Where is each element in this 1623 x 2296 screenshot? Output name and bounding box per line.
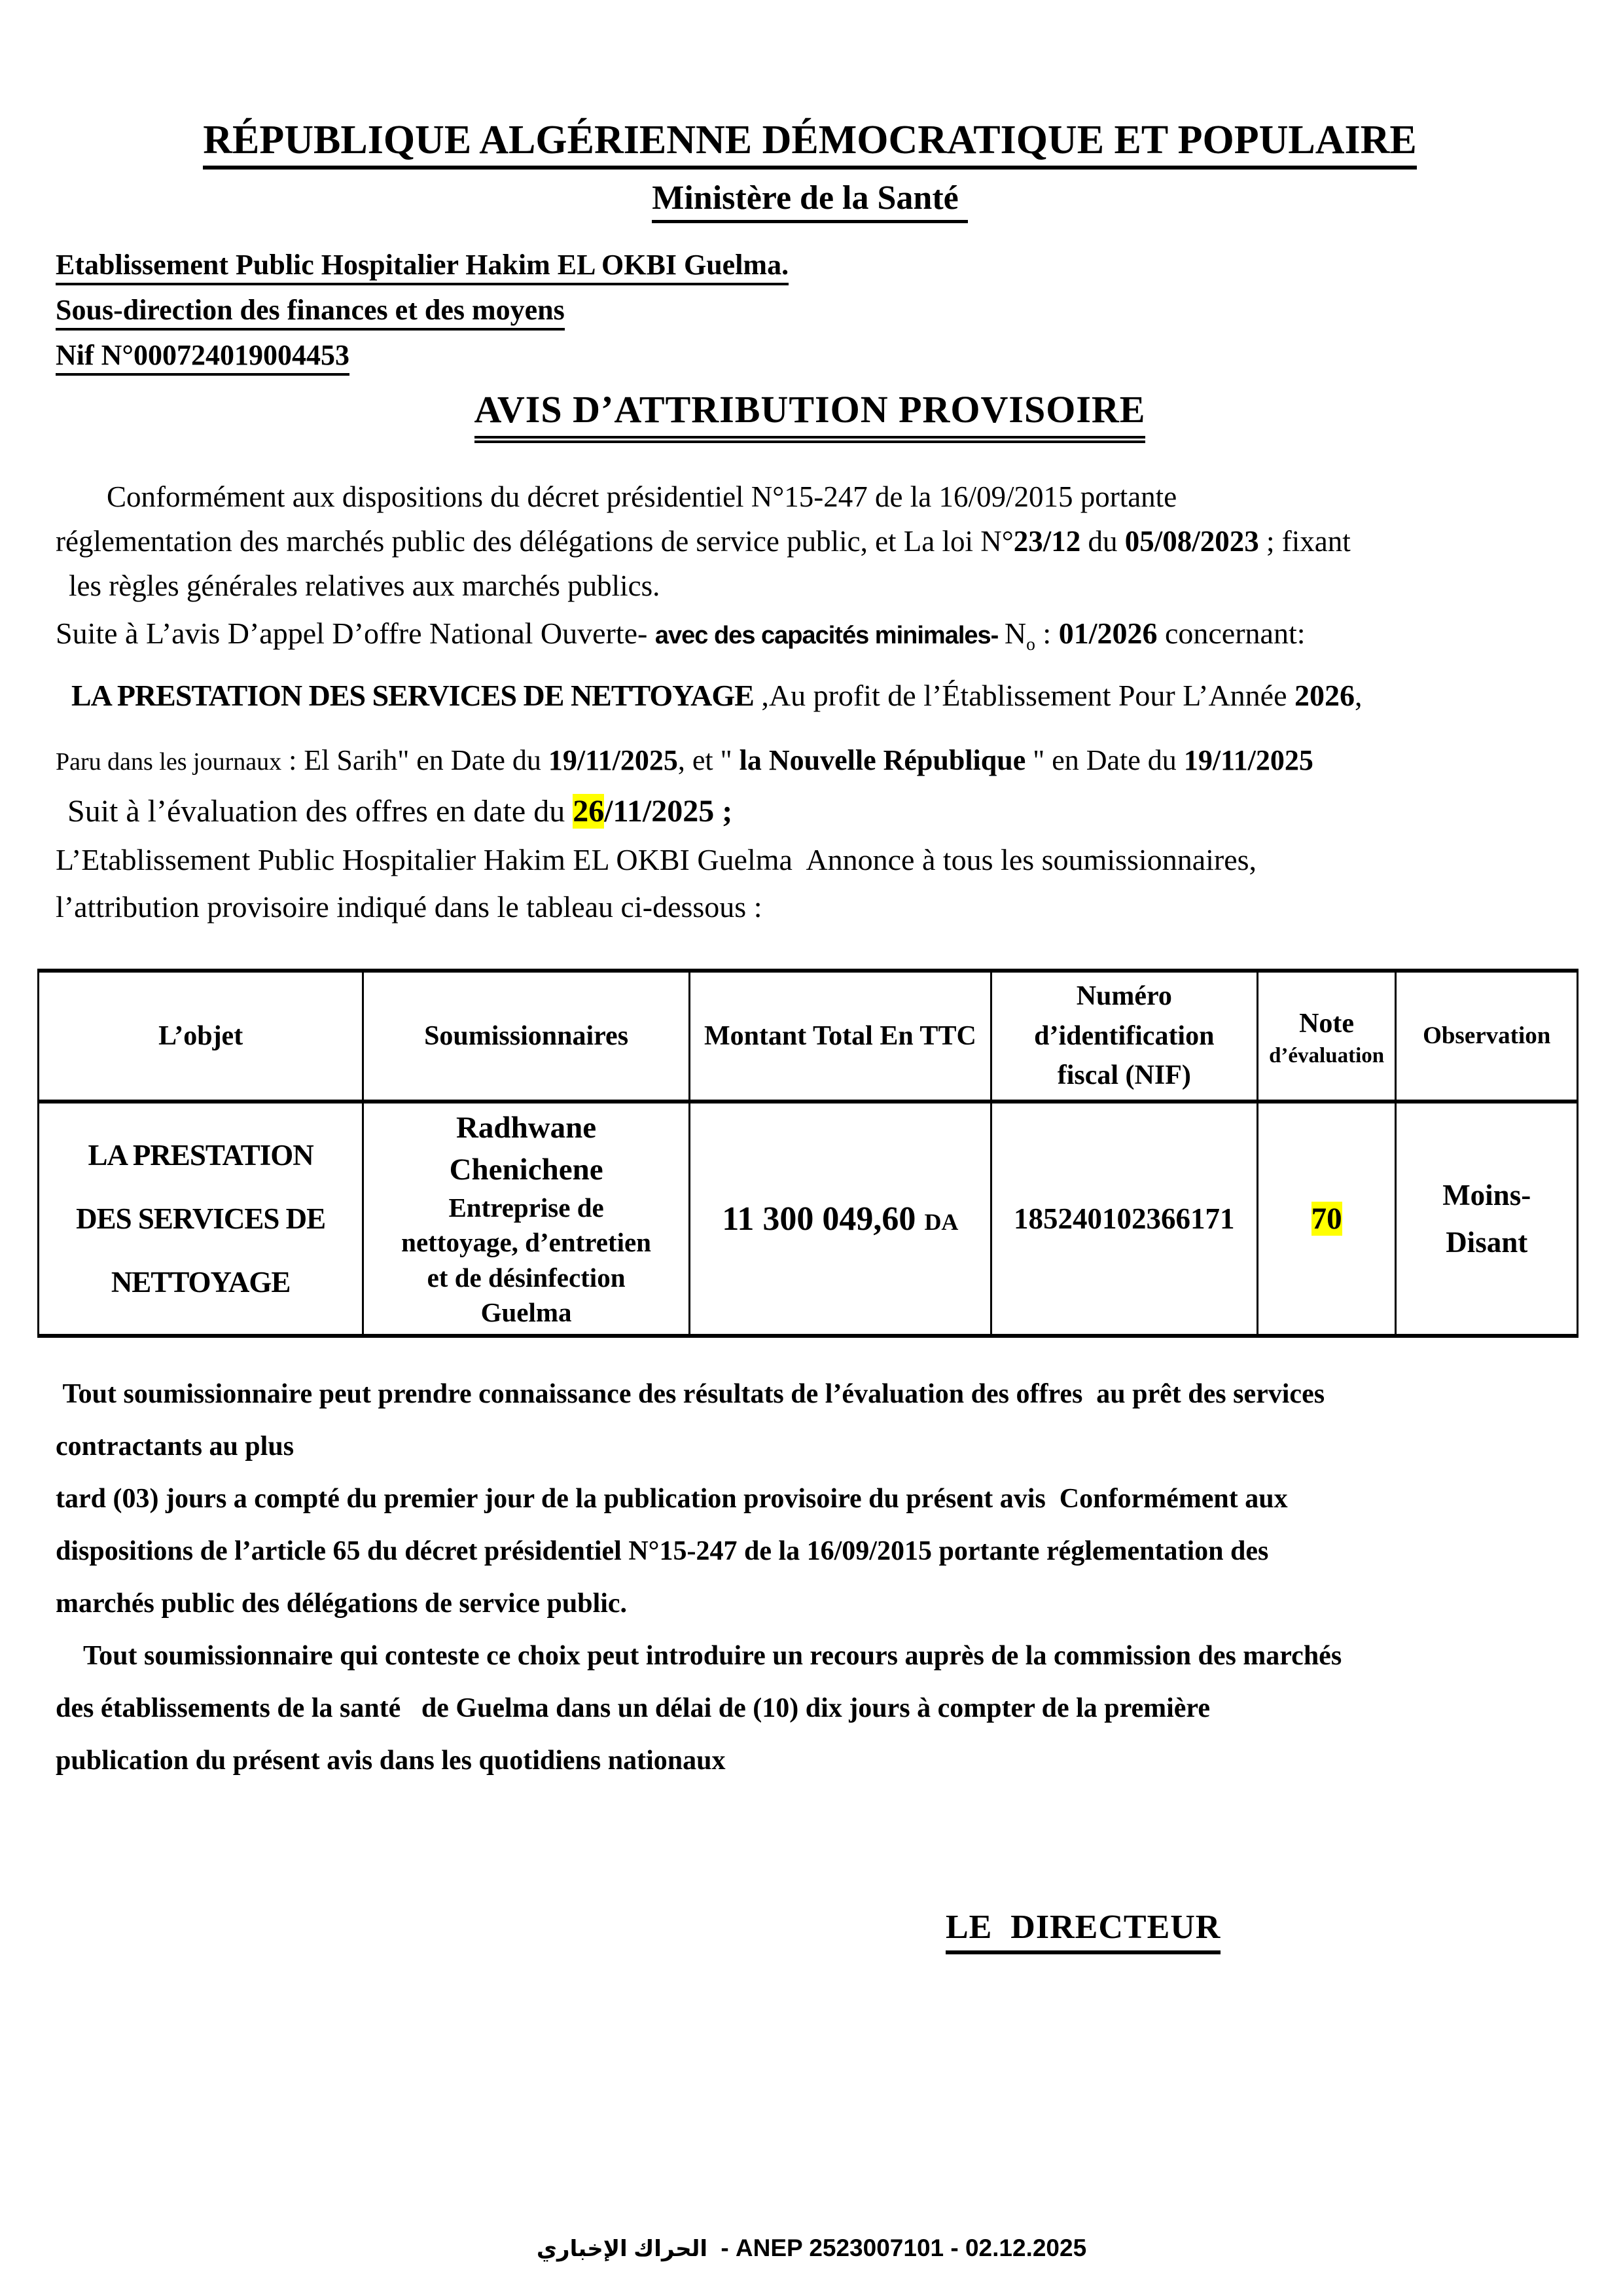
closing-paragraphs <box>56 1368 1564 1787</box>
header-note-line-2: d’évaluation <box>1269 1043 1385 1067</box>
soumissionnaire-name-2: Chenichene <box>449 1152 603 1187</box>
montant-currency: DA <box>924 1208 959 1235</box>
suite-line <box>56 608 1564 670</box>
signature-block <box>56 1908 1564 1954</box>
intro-line-2-text: réglementation des marchés public des délégations de service public, et La loi N° <box>56 525 1014 558</box>
table-header-soumissionnaires <box>363 971 690 1102</box>
footer-anep-reference: - ANEP 2523007101 - 02.12.2025 <box>721 2234 1087 2261</box>
notice-title-text: AVIS D’ATTRIBUTION PROVISOIRE <box>474 387 1146 443</box>
table-header-montant <box>689 971 991 1102</box>
evaluation-day-highlighted: 26 <box>573 793 605 829</box>
closing-p2-line-2: dispositions de l’article 65 du décret présidentiel N°15-247 de la 16/09/2015 portante réglementation des <box>56 1536 1269 1567</box>
paru-date-2: 19/11/2025 <box>1183 744 1313 776</box>
closing-p3-line-1: Tout soumissionnaire qui conteste ce choix peut introduire un recours auprès de la commission des marchés <box>56 1641 1342 1672</box>
loi-date: 05/08/2023 <box>1124 525 1259 558</box>
object-mid-text: ,Au profit de l’Établissement Pour L’Année <box>753 678 1294 712</box>
paru-mid-text: , et " <box>677 744 740 776</box>
paru-journal-1: : El Sarih" en Date du <box>281 744 548 776</box>
paru-mid-3: " en Date du <box>1026 744 1184 776</box>
cell-observation <box>1396 1102 1578 1336</box>
nif-line <box>56 341 1564 376</box>
header-soumissionnaires-text: Soumissionnaires <box>424 1020 629 1051</box>
evaluation-line <box>56 787 1564 836</box>
header-montant-text: Montant Total En TTC <box>704 1020 976 1051</box>
paru-journal-2: la Nouvelle République <box>739 744 1026 776</box>
note-value-highlighted: 70 <box>1311 1202 1342 1236</box>
footer-anep <box>0 2234 1623 2262</box>
cell-nif <box>991 1102 1257 1336</box>
appel-offre-number: 01/2026 <box>1058 617 1158 651</box>
table-header-nif <box>991 971 1257 1102</box>
intro-line-1: Conformément aux dispositions du décret présidentiel N°15-247 de la 16/09/2015 portante <box>107 480 1177 514</box>
objet-line-1: LA PRESTATION <box>88 1139 313 1172</box>
republic-title <box>56 118 1564 170</box>
announcement <box>56 836 1564 931</box>
montant-value: 11 300 049,60 <box>722 1200 925 1238</box>
paru-label: Paru dans les journaux <box>56 747 282 776</box>
cell-objet <box>39 1102 363 1336</box>
paru-line <box>56 736 1564 787</box>
cell-note <box>1257 1102 1396 1336</box>
subdirection-text: Sous-direction des finances et des moyens <box>56 296 565 331</box>
establishment-line <box>56 251 1564 285</box>
table-header-observation <box>1396 971 1578 1102</box>
table-row <box>39 1102 1578 1336</box>
object-line <box>56 670 1564 721</box>
numero-colon: : <box>1035 617 1059 651</box>
capacites-minimales-text: avec des capacités minimales- <box>654 622 1005 650</box>
table-header-objet <box>39 971 363 1102</box>
header-nif-line-1: Numéro <box>1076 980 1172 1011</box>
intro-line-2-post: ; fixant <box>1258 525 1351 558</box>
evaluation-date-rest: /11/2025 ; <box>604 793 733 829</box>
object-caps-text: LA PRESTATION DES SERVICES DE NETTOYAGE <box>71 678 754 712</box>
closing-p2-line-3: marchés public des délégations de service public. <box>56 1588 628 1619</box>
closing-p3-line-2: des établissements de la santé de Guelma dans un délai de (10) dix jours à compter de la première <box>56 1693 1210 1724</box>
closing-p1-line-1: Tout soumissionnaire peut prendre connaissance des résultats de l’évaluation des offres au prêt des services <box>56 1379 1325 1410</box>
organisation-block <box>56 251 1564 376</box>
loi-number: 23/12 <box>1013 525 1081 558</box>
ministry-title-text: Ministère de la Santé <box>652 179 967 223</box>
award-table <box>37 969 1578 1338</box>
cell-montant <box>689 1102 991 1336</box>
header-objet-text: L’objet <box>158 1020 243 1051</box>
numero-n: N <box>1004 617 1027 651</box>
ministry-title <box>56 179 1564 223</box>
announce-line-1: L’Etablissement Public Hospitalier Hakim EL OKBI Guelma Annonce à tous les soumissionnaires, <box>56 842 1257 876</box>
establishment-text: Etablissement Public Hospitalier Hakim EL OKBI Guelma. <box>56 251 789 285</box>
soumissionnaire-desc-2: nettoyage, d’entretien <box>401 1227 651 1258</box>
objet-line-3: NETTOYAGE <box>111 1265 291 1299</box>
suite-post-text: concernant: <box>1157 617 1306 651</box>
object-year: 2026 <box>1294 678 1355 712</box>
soumissionnaire-desc-4: Guelma <box>480 1297 572 1328</box>
nif-value: 185240102366171 <box>1014 1202 1235 1236</box>
table-header-note <box>1257 971 1396 1102</box>
header-observation-text: Observation <box>1423 1022 1551 1050</box>
suite-pre-text: Suite à L’avis D’appel D’offre National Ouverte- <box>56 617 655 651</box>
announce-line-2: l’attribution provisoire indiqué dans le tableau ci-dessous : <box>56 889 762 924</box>
header-note-line-1: Note <box>1299 1009 1355 1039</box>
observation-line-2: Disant <box>1446 1226 1528 1259</box>
header-nif-line-3: fiscal (NIF) <box>1057 1060 1191 1091</box>
soumissionnaire-desc-3: et de désinfection <box>427 1262 626 1293</box>
closing-p2-line-1: tard (03) jours a compté du premier jour de la publication provisoire du présent avis Conformément aux <box>56 1484 1288 1515</box>
paru-date-1: 19/11/2025 <box>548 744 678 776</box>
director-signature: LE DIRECTEUR <box>946 1908 1221 1954</box>
intro-line-3: les règles générales relatives aux marchés publics. <box>69 569 660 603</box>
subdirection-line <box>56 296 1564 331</box>
nif-text: Nif N°000724019004453 <box>56 341 349 376</box>
closing-p1-line-2: contractants au plus <box>56 1431 294 1462</box>
notice-title <box>56 387 1564 443</box>
table-header-row <box>39 971 1578 1102</box>
cell-soumissionnaire <box>363 1102 690 1336</box>
soumissionnaire-name-1: Radhwane <box>455 1111 597 1145</box>
numero-n-sub: o <box>1026 634 1035 655</box>
intro-line-2-mid: du <box>1080 525 1125 558</box>
objet-line-2: DES SERVICES DE <box>76 1202 326 1235</box>
footer-arabic-text: الحراك الإخباري <box>536 2236 708 2261</box>
observation-line-1: Moins- <box>1442 1179 1531 1212</box>
soumissionnaire-desc-1: Entreprise de <box>448 1193 604 1223</box>
closing-p3-line-3: publication du présent avis dans les quotidiens nationaux <box>56 1746 726 1776</box>
intro-line-2 <box>56 519 1564 564</box>
republic-title-text: RÉPUBLIQUE ALGÉRIENNE DÉMOCRATIQUE ET POPULAIRE <box>203 118 1417 170</box>
evaluation-pre-text: Suit à l’évaluation des offres en date du <box>67 793 573 829</box>
header-nif-line-2: d’identification <box>1034 1020 1215 1051</box>
intro-paragraph <box>56 475 1564 608</box>
object-end: , <box>1355 678 1363 712</box>
